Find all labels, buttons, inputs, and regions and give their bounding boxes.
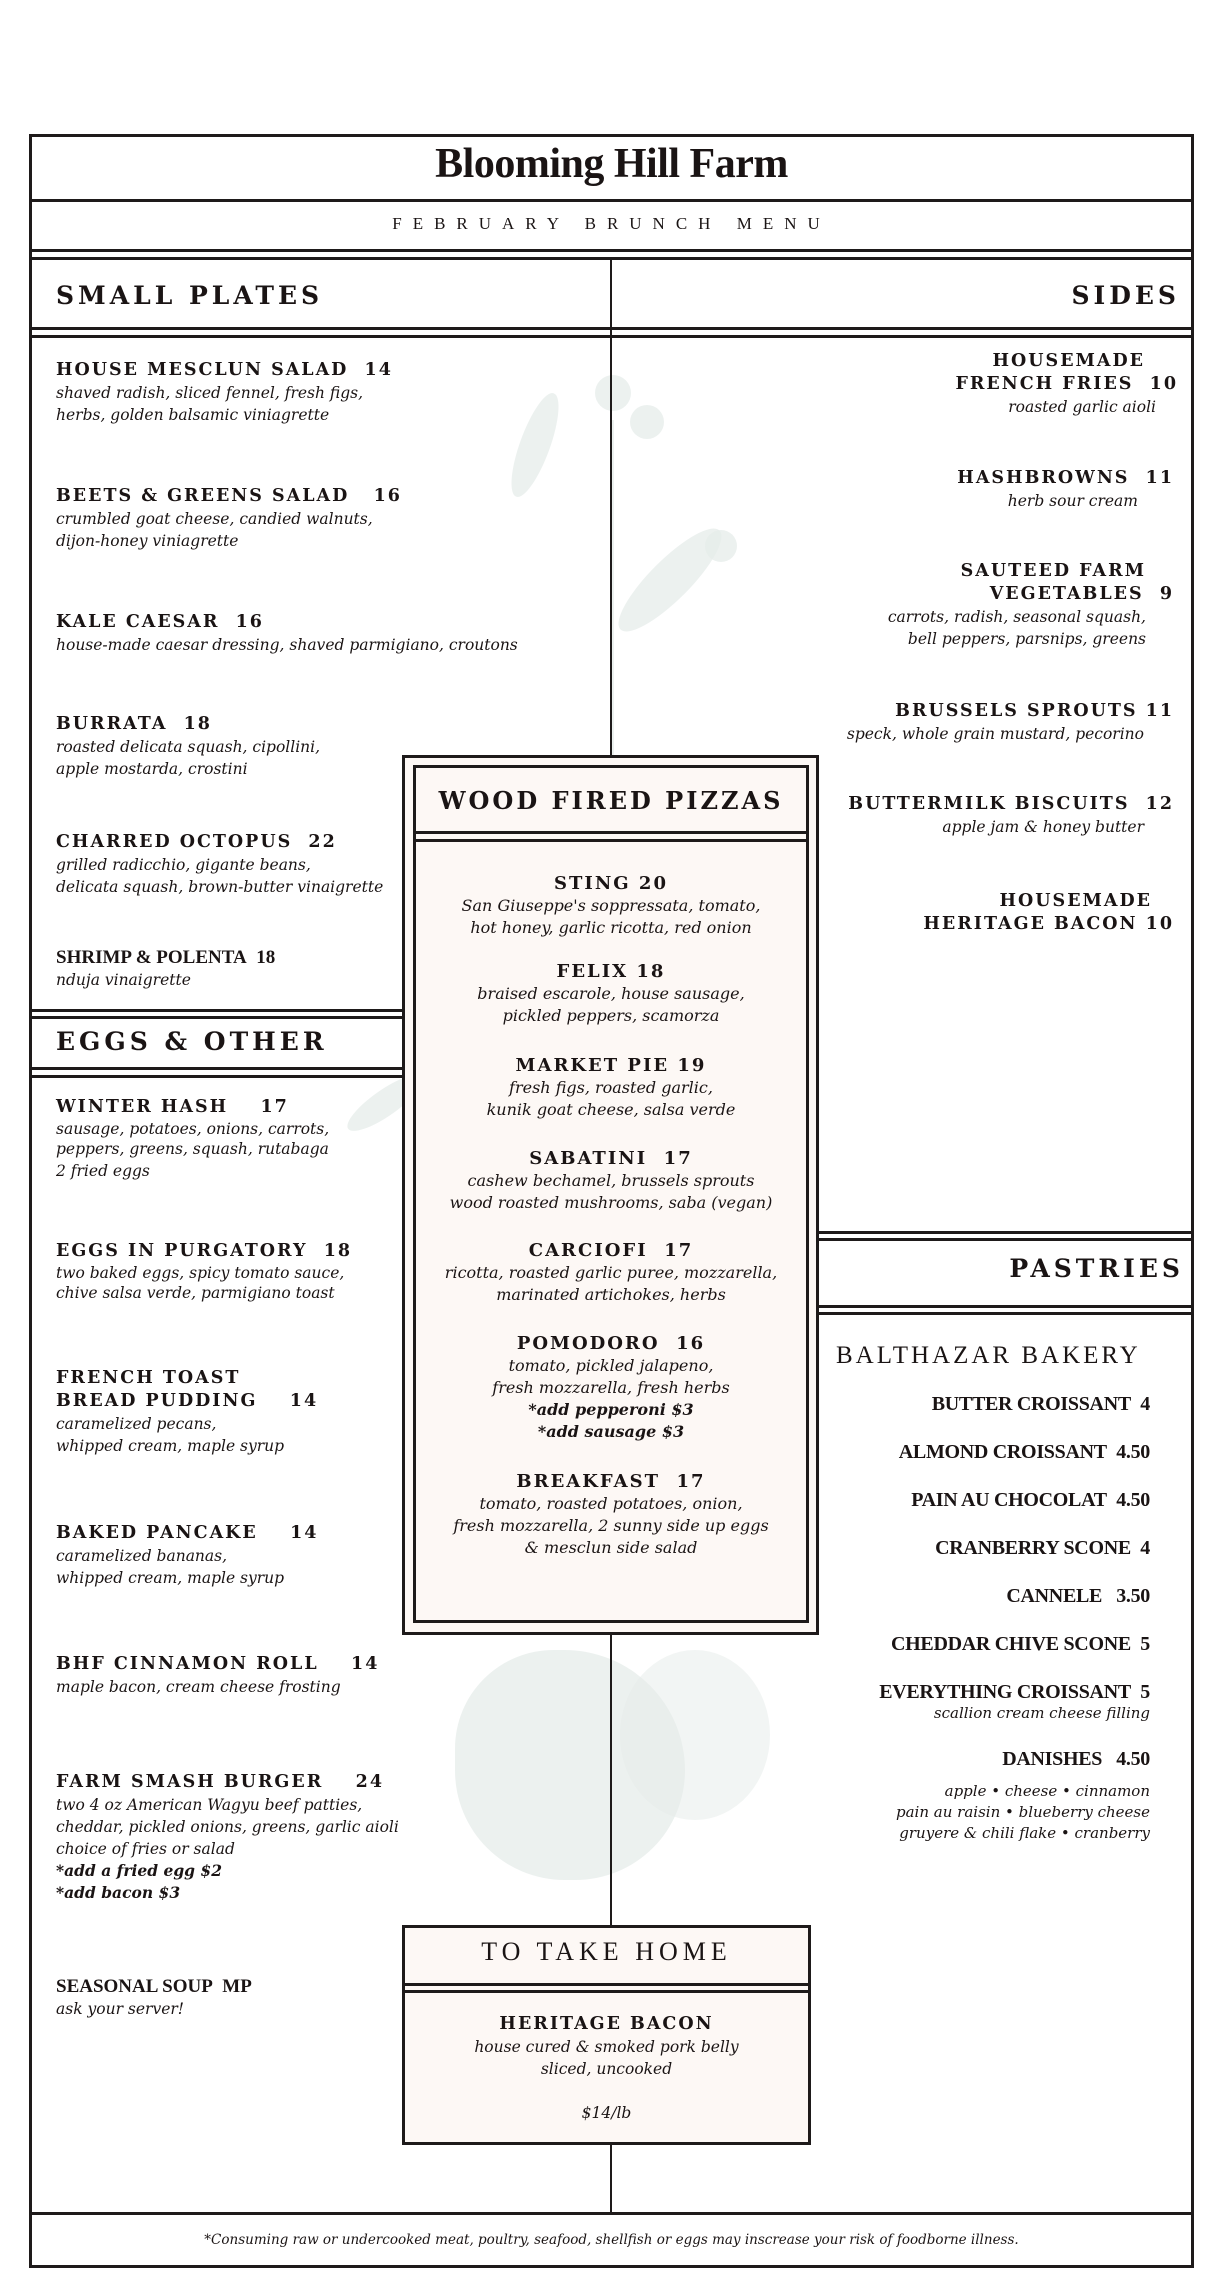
pastry-item [810, 1585, 1150, 1608]
menu-subtitle: FEBRUARY BRUNCH MENU [392, 214, 831, 233]
item-name: BRUSSELS SPROUTS [895, 701, 1138, 721]
restaurant-title: Blooming Hill Farm [435, 141, 788, 187]
rule-pastries-b [819, 1238, 1194, 1241]
item-desc: choice of fries or salad [56, 1840, 235, 1858]
item-price: 16 [235, 612, 264, 632]
item-name: BUTTER CROISSANT [931, 1393, 1131, 1415]
take-home-heading: TO TAKE HOME [481, 1937, 732, 1966]
menu-item [56, 359, 556, 426]
item-name: BUTTERMILK BISCUITS [848, 794, 1130, 814]
item-name: HERITAGE BACON [499, 2014, 714, 2034]
item-name: FELIX [556, 961, 629, 982]
item-desc: peppers, greens, squash, rutabaga [56, 1140, 329, 1158]
item-price: 9 [1159, 584, 1174, 604]
item-desc: dijon-honey viniagrette [56, 532, 239, 550]
item-price: 18 [636, 961, 666, 982]
item-name: EGGS IN PURGATORY [56, 1241, 308, 1261]
rule-takehome-a [402, 1983, 811, 1986]
item-name: CARCIOFI [528, 1240, 648, 1261]
item-desc: kunik goat cheese, salsa verde [486, 1100, 736, 1119]
item-price: 5 [1140, 1681, 1150, 1703]
small-plates-heading: SMALL PLATES [56, 281, 324, 310]
item-price: 18 [323, 1241, 353, 1261]
pastry-item [810, 1393, 1150, 1416]
item-desc: two 4 oz American Wagyu beef patties, [56, 1796, 363, 1814]
pizzas-heading: WOOD FIRED PIZZAS [438, 786, 784, 815]
item-name: BREAKFAST [516, 1471, 660, 1492]
item-name: CRANBERRY SCONE [935, 1537, 1131, 1559]
item-desc: fresh mozzarella, fresh herbs [492, 1378, 730, 1397]
item-name: BREAD PUDDING [56, 1391, 258, 1411]
item-price: 20 [638, 873, 668, 894]
item-desc: tomato, pickled jalapeno, [508, 1356, 714, 1375]
item-name: KALE CAESAR [56, 612, 220, 632]
item-price: $14/lb [581, 2104, 632, 2122]
rule-pizza-a [413, 831, 809, 834]
item-desc: hot honey, garlic ricotta, red onion [470, 918, 752, 937]
menu-item [56, 611, 616, 656]
pizza-item [413, 1239, 809, 1306]
item-name: HOUSEMADE [999, 891, 1152, 911]
item-name: STING [554, 873, 631, 894]
item-desc: ricotta, roasted garlic puree, mozzarella, [444, 1263, 778, 1282]
item-name: CHEDDAR CHIVE SCONE [891, 1633, 1131, 1655]
item-name: BEETS & GREENS SALAD [56, 486, 350, 506]
item-name: PAIN AU CHOCOLAT [911, 1489, 1107, 1511]
item-name: BHF CINNAMON ROLL [56, 1654, 319, 1674]
item-price: 4.50 [1116, 1441, 1150, 1463]
item-desc: roasted delicata squash, cipollini, [56, 738, 321, 756]
item-name: POMODORO [516, 1333, 660, 1354]
pastries-heading: PASTRIES [1009, 1254, 1184, 1283]
menu-item [56, 485, 556, 552]
food-safety-disclaimer: *Consuming raw or undercooked meat, poultry, seafood, shellfish or eggs may inscrease your risk of foodborne illness. [204, 2232, 1019, 2248]
item-name: FRENCH TOAST [56, 1368, 241, 1388]
item-desc: ask your server! [56, 2000, 185, 2018]
rule-title [29, 199, 1194, 202]
item-desc: chive salsa verde, parmigiano toast [56, 1284, 335, 1302]
sides-heading: SIDES [1071, 281, 1180, 310]
item-desc: fresh mozzarella, 2 sunny side up eggs [453, 1516, 769, 1535]
item-desc: shaved radish, sliced fennel, fresh figs, [56, 384, 364, 402]
item-price: 4.50 [1116, 1748, 1150, 1770]
item-desc: nduja vinaigrette [56, 971, 191, 989]
item-price: 4 [1140, 1393, 1150, 1415]
pastry-item [770, 1681, 1150, 1723]
item-desc: pickled peppers, scamorza [502, 1006, 720, 1025]
item-desc: house-made caesar dressing, shaved parmigiano, croutons [56, 636, 518, 654]
center-divider-top [610, 258, 612, 755]
item-desc: caramelized pecans, [56, 1415, 217, 1433]
item-desc: whipped cream, maple syrup [56, 1569, 285, 1587]
pizza-item [413, 872, 809, 939]
item-price: 10 [1149, 374, 1178, 394]
item-price: 16 [373, 486, 402, 506]
menu-item [814, 467, 1174, 512]
rule-eggs-d [29, 1075, 402, 1078]
rule-eggs-b [29, 1016, 402, 1019]
item-desc: apple jam & honey butter [942, 818, 1144, 836]
bakery-name: BALTHAZAR BAKERY [836, 1342, 1141, 1369]
item-name: SAUTEED FARM [960, 561, 1146, 581]
item-name: VEGETABLES [989, 584, 1144, 604]
menu-item [818, 350, 1178, 418]
pizza-item [413, 1147, 809, 1214]
item-name: HOUSE MESCLUN SALAD [56, 360, 349, 380]
item-desc: & mesclun side salad [524, 1538, 698, 1557]
item-price: 4.50 [1116, 1489, 1150, 1511]
rule-eggs-c [29, 1067, 402, 1070]
item-name: SEASONAL SOUP [56, 1976, 213, 1997]
item-name: FARM SMASH BURGER [56, 1772, 324, 1792]
center-divider-mid [610, 1635, 612, 1925]
item-price: 3.50 [1116, 1585, 1150, 1607]
item-name: CHARRED OCTOPUS [56, 832, 293, 852]
item-desc: fresh figs, roasted garlic, [509, 1078, 713, 1097]
rule-footer [29, 2212, 1194, 2215]
take-home-item [402, 2013, 811, 2124]
item-desc: caramelized bananas, [56, 1547, 228, 1565]
item-desc: roasted garlic aioli [1008, 398, 1156, 416]
item-addon: *add a fried egg $2 [56, 1861, 222, 1880]
item-name: CANNELE [1006, 1585, 1103, 1607]
item-price: 18 [256, 947, 276, 968]
item-desc: gruyere & chili flake • cranberry [899, 1824, 1150, 1842]
item-name: FRENCH FRIES [955, 374, 1134, 394]
rule-takehome-b [402, 1990, 811, 1993]
eggs-other-heading: EGGS & OTHER [56, 1027, 328, 1056]
item-desc: carrots, radish, seasonal squash, [887, 608, 1146, 626]
rule-pastries-a [819, 1231, 1194, 1234]
pastry-item [810, 1489, 1150, 1512]
item-desc: wood roasted mushrooms, saba (vegan) [449, 1193, 773, 1212]
item-desc: speck, whole grain mustard, pecorino [846, 725, 1144, 743]
item-price: 14 [290, 1523, 319, 1543]
item-price: 14 [351, 1654, 380, 1674]
item-name: BAKED PANCAKE [56, 1523, 258, 1543]
item-price: 18 [183, 714, 212, 734]
menu-item [754, 793, 1174, 838]
item-desc: delicata squash, brown-butter vinaigrette [56, 878, 384, 896]
item-name: HASHBROWNS [957, 468, 1130, 488]
item-desc: scallion cream cheese filling [933, 1704, 1150, 1722]
menu-item [754, 700, 1174, 745]
item-desc: 2 fried eggs [56, 1162, 150, 1180]
item-price: 19 [677, 1055, 707, 1076]
pizza-item [413, 960, 809, 1027]
menu-item [56, 1771, 556, 1904]
item-desc: pain au raisin • blueberry cheese [896, 1803, 1150, 1821]
pastry-item [810, 1633, 1150, 1656]
item-price: 16 [676, 1333, 706, 1354]
item-desc: grilled radicchio, gigante beans, [56, 856, 311, 874]
rule-pastries-d [819, 1312, 1194, 1315]
item-desc: San Giuseppe's soppressata, tomato, [461, 896, 761, 915]
item-desc: cheddar, pickled onions, greens, garlic aioli [56, 1818, 399, 1836]
item-name: DANISHES [1002, 1748, 1103, 1770]
rule-pastries-c [819, 1305, 1194, 1308]
item-price: 11 [1145, 468, 1174, 488]
item-addon: *add sausage $3 [537, 1422, 685, 1441]
item-name: EVERYTHING CROISSANT [879, 1681, 1131, 1703]
item-desc: braised escarole, house sausage, [477, 984, 745, 1003]
item-price: 10 [1145, 914, 1174, 934]
item-price: 17 [663, 1148, 693, 1169]
center-divider-bottom [610, 2144, 612, 2213]
item-price: 4 [1140, 1537, 1150, 1559]
rule-eggs-a [29, 1009, 402, 1012]
item-price: 17 [676, 1471, 706, 1492]
item-desc: whipped cream, maple syrup [56, 1437, 285, 1455]
item-desc: bell peppers, parsnips, greens [907, 630, 1146, 648]
menu-item [814, 890, 1174, 936]
item-name: SHRIMP & POLENTA [56, 947, 247, 968]
item-desc: maple bacon, cream cheese frosting [56, 1678, 341, 1696]
menu-item [814, 560, 1174, 650]
item-name: MARKET PIE [515, 1055, 670, 1076]
item-price: 17 [260, 1097, 289, 1117]
item-price: 17 [664, 1240, 694, 1261]
item-price: MP [222, 1976, 252, 1997]
item-desc: two baked eggs, spicy tomato sauce, [56, 1264, 345, 1282]
pastry-item [810, 1441, 1150, 1464]
item-price: 12 [1145, 794, 1174, 814]
item-desc: marinated artichokes, herbs [496, 1285, 726, 1304]
pastry-item [810, 1537, 1150, 1560]
item-desc: tomato, roasted potatoes, onion, [479, 1494, 743, 1513]
rule-subtitle-a [29, 249, 1194, 252]
item-desc: house cured & smoked pork belly [474, 2038, 739, 2056]
pizza-item [413, 1470, 809, 1559]
item-desc: herbs, golden balsamic viniagrette [56, 406, 330, 424]
pizza-item [413, 1054, 809, 1121]
item-addon: *add pepperoni $3 [528, 1400, 694, 1419]
item-name: ALMOND CROISSANT [898, 1441, 1107, 1463]
menu-item [56, 1653, 556, 1698]
pizza-item [413, 1332, 809, 1443]
item-price: 22 [308, 832, 337, 852]
item-desc: sliced, uncooked [540, 2060, 673, 2078]
rule-pizza-b [413, 839, 809, 842]
pastry-item [770, 1748, 1150, 1844]
item-name: SABATINI [529, 1148, 648, 1169]
item-name: WINTER HASH [56, 1097, 229, 1117]
item-price: 24 [355, 1772, 384, 1792]
item-desc: sausage, potatoes, onions, carrots, [56, 1120, 330, 1138]
item-addon: *add bacon $3 [56, 1883, 181, 1902]
item-desc: herb sour cream [1007, 492, 1138, 510]
item-desc: cashew bechamel, brussels sprouts [467, 1171, 755, 1190]
item-name: BURRATA [56, 714, 168, 734]
item-name: HERITAGE BACON [923, 914, 1138, 934]
item-price: 14 [364, 360, 393, 380]
item-price: 5 [1140, 1633, 1150, 1655]
item-name: HOUSEMADE [992, 351, 1145, 371]
item-desc: crumbled goat cheese, candied walnuts, [56, 510, 373, 528]
item-price: 11 [1145, 701, 1174, 721]
item-desc: apple mostarda, crostini [56, 760, 248, 778]
item-desc: apple • cheese • cinnamon [944, 1782, 1150, 1800]
item-price: 14 [289, 1391, 319, 1411]
